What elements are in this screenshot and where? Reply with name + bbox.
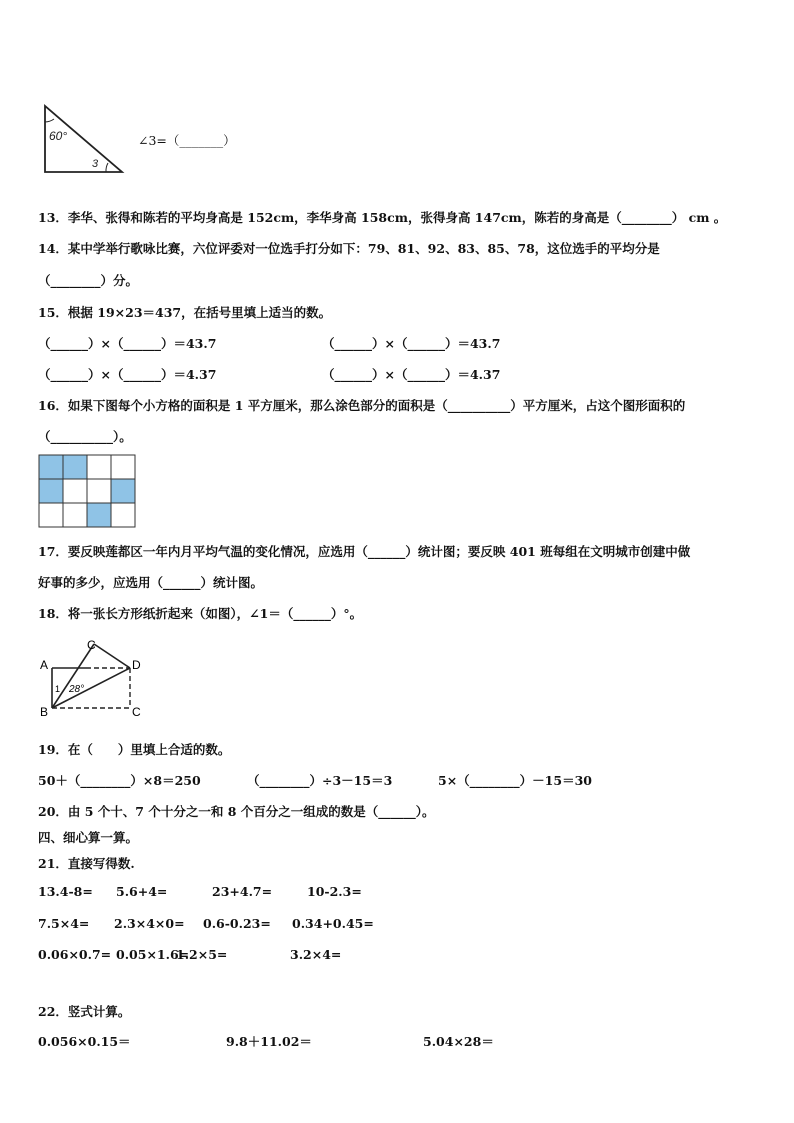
vertical-calc-item: 9.8＋11.02＝ xyxy=(226,1034,312,1049)
diagonal-bd xyxy=(52,668,130,708)
q19-eq3: 5×（________）－15＝30 xyxy=(438,773,592,788)
angle-label-28: 28° xyxy=(69,684,85,695)
angle-label-1: 1 xyxy=(55,684,61,694)
label-c-top: C xyxy=(87,638,96,652)
calc-item: 1.2×5= xyxy=(176,947,228,962)
label-c-bottom: C xyxy=(132,705,141,719)
q15-row2-left: （______）×（______）＝4.37 xyxy=(38,367,217,382)
question-14-line2: （________）分。 xyxy=(38,273,139,288)
question-17-line1: 17．要反映莲都区一年内月平均气温的变化情况，应选用（______）统计图；要反映 401 班每组在文明城市创建中做 xyxy=(38,544,691,559)
question-19: 19．在（ ）里填上合适的数。 xyxy=(38,742,231,757)
question-14-line1: 14．某中学举行歌咏比赛，六位评委对一位选手打分如下：79、81、92、83、85、78，这位选手的平均分是 xyxy=(38,241,660,256)
question-21: 21．直接写得数. xyxy=(38,856,135,871)
section-heading-4: 四、细心算一算。 xyxy=(38,830,139,845)
question-15: 15．根据 19×23＝437，在括号里填上适当的数。 xyxy=(38,305,332,320)
question-13: 13．李华、张得和陈若的平均身高是 152cm，李华身高 158cm，张得身高 147cm，陈若的身高是（________） cm 。 xyxy=(38,210,727,225)
q12-answer: ∠3=（_______） xyxy=(138,133,236,148)
vertical-calc-item: 0.056×0.15＝ xyxy=(38,1034,131,1049)
grid-cell xyxy=(111,503,135,527)
question-18: 18．将一张长方形纸折起来（如图），∠1＝（______）°。 xyxy=(38,606,363,621)
calc-item: 2.3×4×0= xyxy=(114,916,185,931)
grid-cell xyxy=(63,503,87,527)
area-grid-figure xyxy=(38,454,136,528)
calc-item: 23+4.7= xyxy=(212,884,273,899)
question-22: 22．竖式计算。 xyxy=(38,1004,131,1019)
label-b: B xyxy=(40,705,49,719)
grid-cell-shaded xyxy=(63,455,87,479)
question-17-line2: 好事的多少，应选用（______）统计图。 xyxy=(38,575,264,590)
calc-item: 7.5×4= xyxy=(38,916,90,931)
grid-cell xyxy=(87,479,111,503)
q19-eq1: 50＋（________）×8＝250 xyxy=(38,773,201,788)
question-16-line1: 16．如果下图每个小方格的面积是 1 平方厘米，那么涂色部分的面积是（__________）平方厘米，占这个图形面积的 xyxy=(38,398,686,413)
question-20: 20．由 5 个十、7 个十分之一和 8 个百分之一组成的数是（______）。 xyxy=(38,804,435,819)
q19-eq2: （________）÷3－15＝3 xyxy=(247,773,393,788)
folded-edge-cd xyxy=(94,644,130,668)
angle-arc-3 xyxy=(106,163,108,172)
triangle-figure xyxy=(40,100,140,178)
q15-row1-right: （______）×（______）＝43.7 xyxy=(322,336,501,351)
calc-item: 10-2.3= xyxy=(307,884,362,899)
calc-item: 5.6+4= xyxy=(116,884,168,899)
calc-item: 0.6-0.23= xyxy=(203,916,271,931)
grid-cell xyxy=(111,455,135,479)
q15-row1-left: （______）×（______）＝43.7 xyxy=(38,336,217,351)
vertical-calc-item: 5.04×28＝ xyxy=(423,1034,494,1049)
calc-item: 0.06×0.7= xyxy=(38,947,112,962)
label-d: D xyxy=(132,658,141,672)
folded-rectangle-figure xyxy=(36,636,156,720)
folded-edge-bc xyxy=(52,644,94,708)
grid-cell xyxy=(87,455,111,479)
angle-arc-60 xyxy=(45,119,54,122)
angle-label-60: 60° xyxy=(49,129,68,143)
calc-item: 13.4-8= xyxy=(38,884,93,899)
q15-row2-right: （______）×（______）＝4.37 xyxy=(322,367,501,382)
grid-cell-shaded xyxy=(87,503,111,527)
label-a: A xyxy=(40,658,49,672)
grid-cell-shaded xyxy=(39,479,63,503)
calc-item: 0.05×1.6= xyxy=(116,947,190,962)
calc-item: 3.2×4= xyxy=(290,947,342,962)
grid-cell-shaded xyxy=(111,479,135,503)
grid-cell xyxy=(63,479,87,503)
angle-label-3: 3 xyxy=(92,158,99,170)
grid-cell xyxy=(39,503,63,527)
grid-cell-shaded xyxy=(39,455,63,479)
question-16-line2: （__________）。 xyxy=(38,429,132,444)
calc-item: 0.34+0.45= xyxy=(292,916,374,931)
